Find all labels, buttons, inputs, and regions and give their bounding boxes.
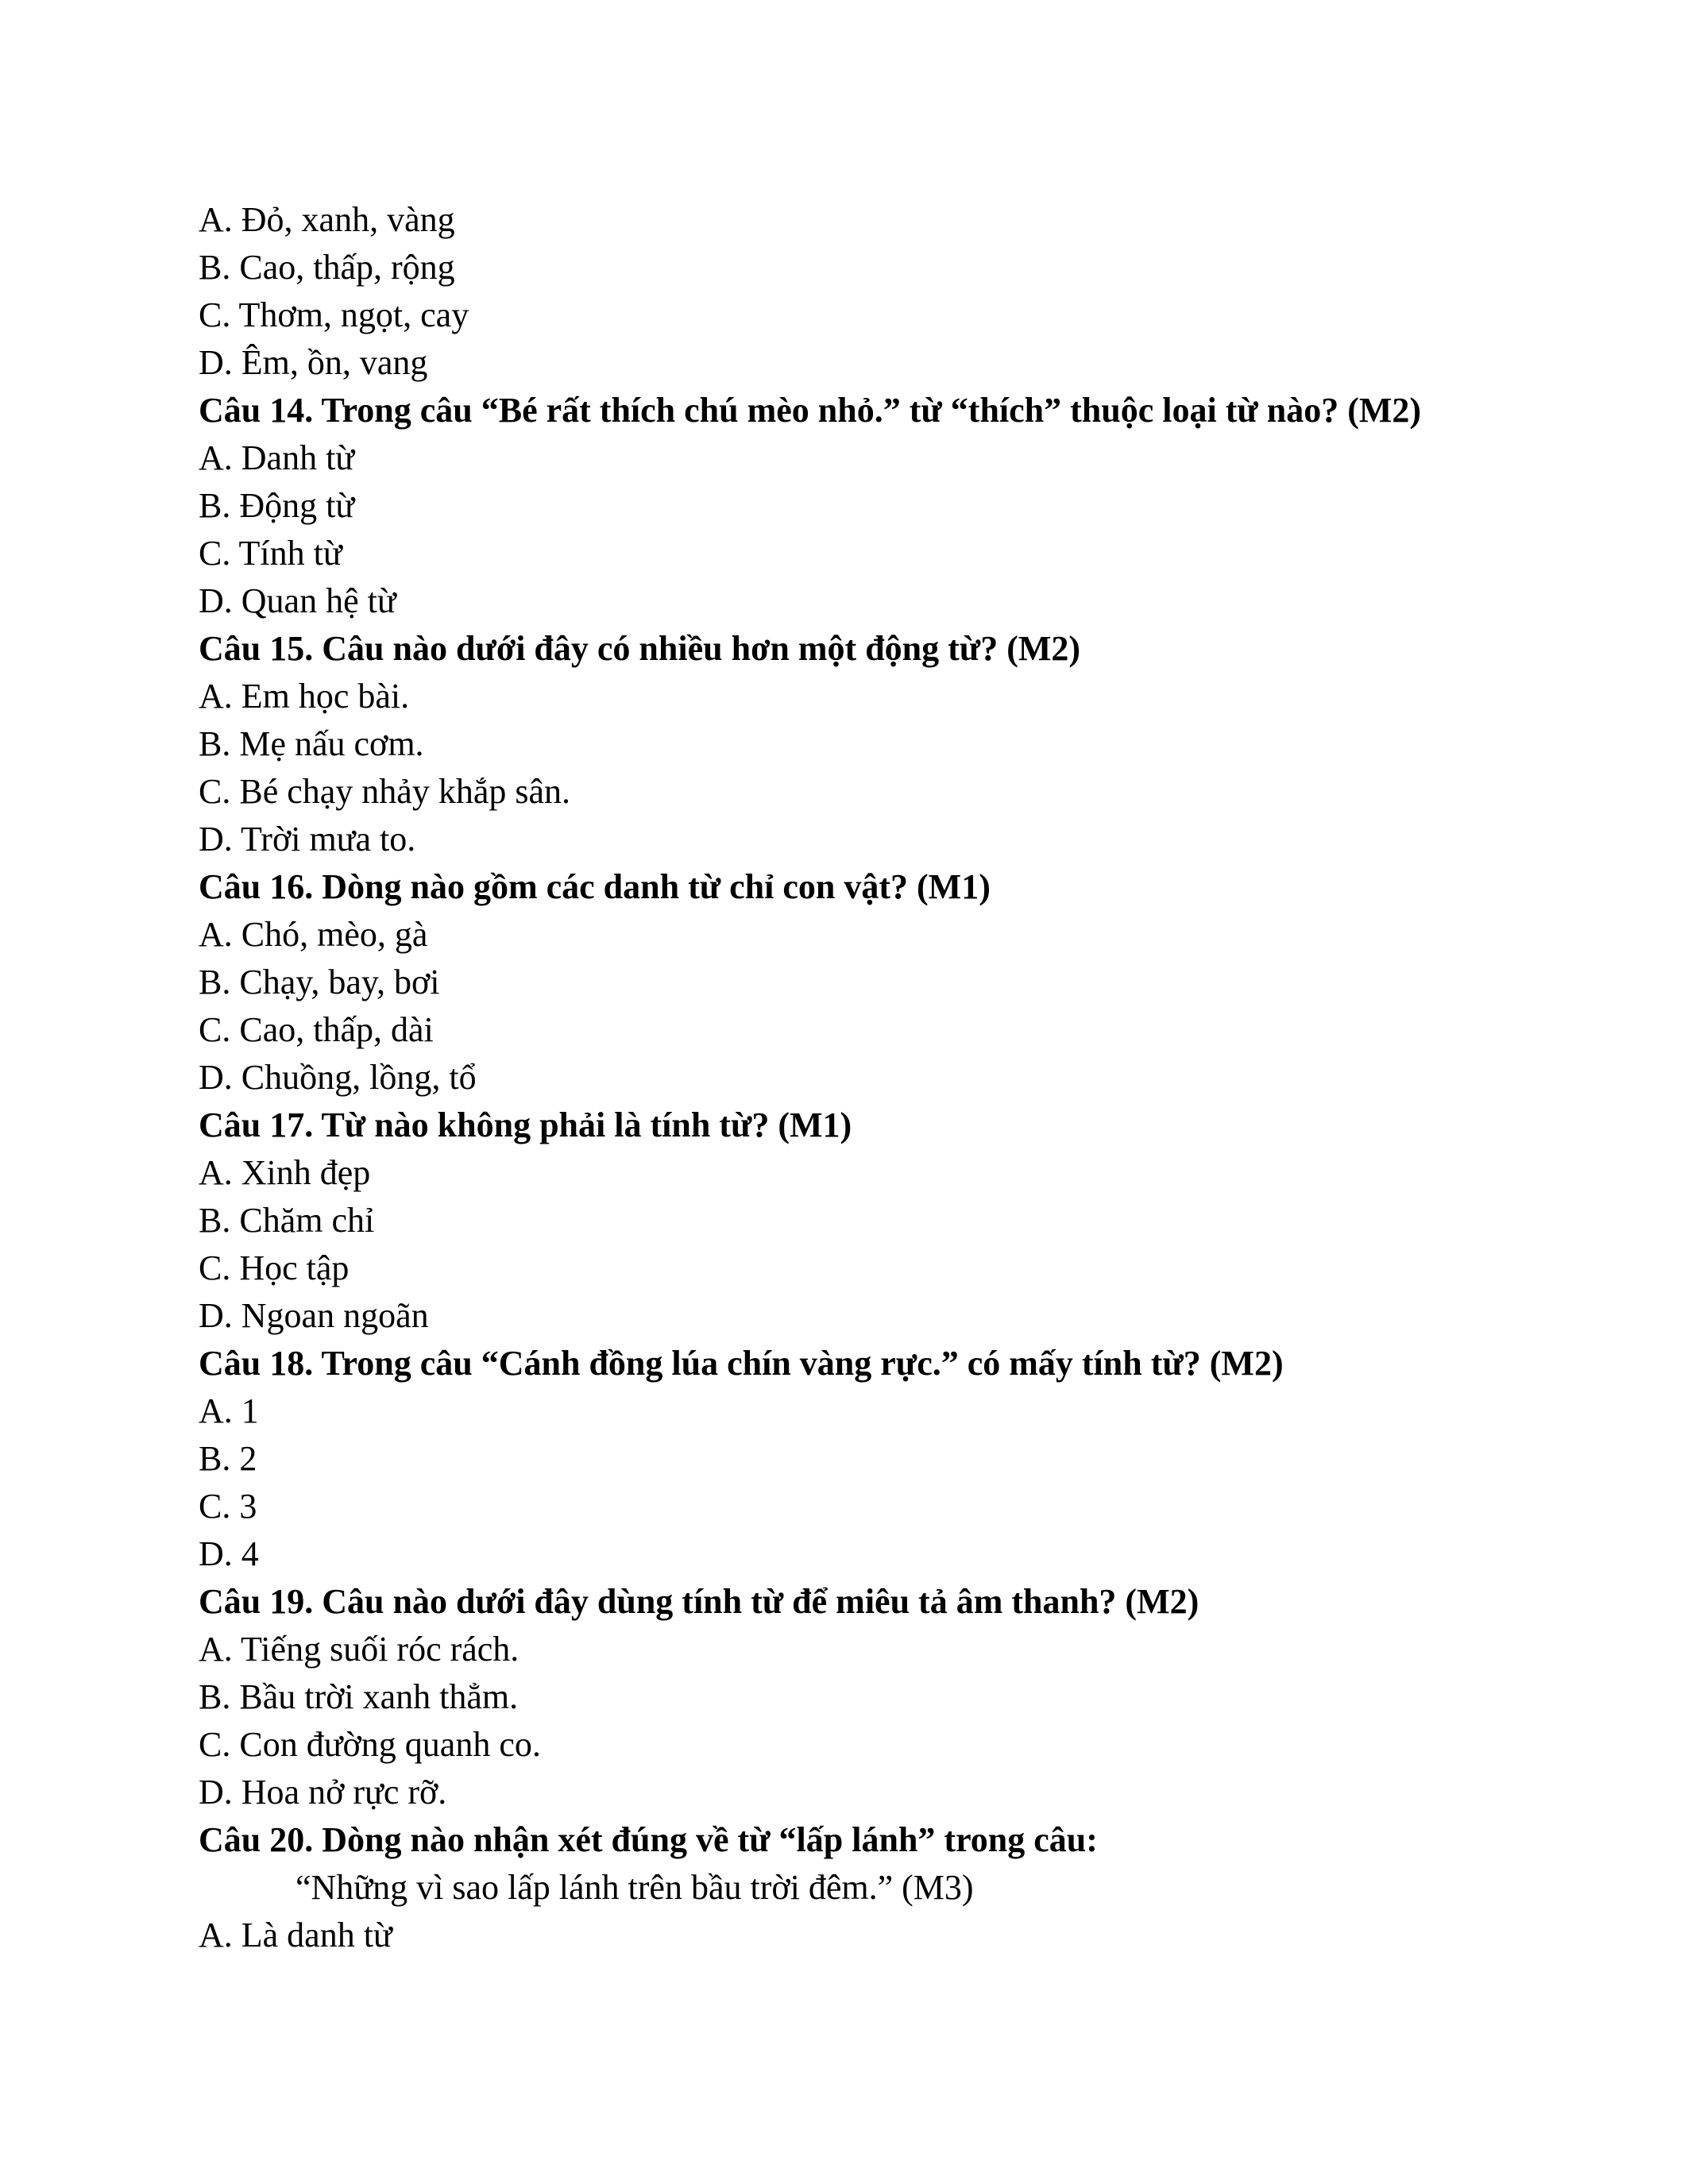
question-heading: Câu 18. Trong câu “Cánh đồng lúa chín vàng rực.” có mấy tính từ? (M2) <box>199 1344 1284 1383</box>
question-heading: Câu 15. Câu nào dưới đây có nhiều hơn một động từ? (M2) <box>199 629 1081 668</box>
question-quote: “Những vì sao lấp lánh trên bầu trời đêm.” (M3) <box>295 1868 974 1907</box>
answer-option: B. Chăm chỉ <box>199 1201 375 1240</box>
answer-option: C. Bé chạy nhảy khắp sân. <box>199 772 570 811</box>
answer-option: A. Xinh đẹp <box>199 1153 371 1192</box>
question-heading: Câu 20. Dòng nào nhận xét đúng về từ “lấp lánh” trong câu: <box>199 1820 1098 1859</box>
answer-option: D. Ngoan ngoãn <box>199 1296 429 1335</box>
answer-option: A. Chó, mèo, gà <box>199 915 428 954</box>
answer-option: C. 3 <box>199 1487 257 1526</box>
answer-option: C. Học tập <box>199 1248 350 1287</box>
answer-option: C. Con đường quanh co. <box>199 1725 541 1764</box>
answer-option: C. Tính từ <box>199 534 342 573</box>
answer-option: A. Là danh từ <box>199 1916 392 1954</box>
answer-option: A. Em học bài. <box>199 677 410 716</box>
question-block-17 <box>199 1102 1640 1340</box>
question-heading: Câu 17. Từ nào không phải là tính từ? (M1) <box>199 1106 852 1144</box>
answer-option: A. 1 <box>199 1391 259 1430</box>
answer-option: D. 4 <box>199 1534 259 1573</box>
answer-option: B. Bầu trời xanh thẳm. <box>199 1677 519 1716</box>
answer-option: B. Động từ <box>199 486 355 525</box>
question-block-14 <box>199 387 1640 625</box>
answer-option: B. 2 <box>199 1439 257 1478</box>
question-block-16 <box>199 863 1640 1102</box>
answer-option: B. Mẹ nấu cơm. <box>199 724 424 763</box>
answer-option: A. Tiếng suối róc rách. <box>199 1630 520 1669</box>
question-block-18 <box>199 1340 1640 1578</box>
document-content <box>199 196 1640 1959</box>
question-heading: Câu 16. Dòng nào gồm các danh từ chỉ con vật? (M1) <box>199 867 991 906</box>
answer-option: B. Chạy, bay, bơi <box>199 963 440 1001</box>
answer-option: C. Cao, thấp, dài <box>199 1010 434 1049</box>
answer-option: B. Cao, thấp, rộng <box>199 248 455 287</box>
question-heading: Câu 14. Trong câu “Bé rất thích chú mèo nhỏ.” từ “thích” thuộc loại từ nào? (M2) <box>199 391 1422 430</box>
answer-option: D. Êm, ồn, vang <box>199 343 428 382</box>
answer-option: D. Hoa nở rực rỡ. <box>199 1773 447 1812</box>
answer-option: C. Thơm, ngọt, cay <box>199 295 469 334</box>
answer-option: D. Trời mưa to. <box>199 820 416 859</box>
question-block-19 <box>199 1578 1640 1816</box>
question-heading: Câu 19. Câu nào dưới đây dùng tính từ để miêu tả âm thanh? (M2) <box>199 1582 1199 1621</box>
answer-option: A. Đỏ, xanh, vàng <box>199 200 455 239</box>
question-block-15 <box>199 625 1640 863</box>
answer-option: A. Danh từ <box>199 438 355 477</box>
answer-option: D. Chuồng, lồng, tổ <box>199 1058 477 1097</box>
answer-option: D. Quan hệ từ <box>199 581 396 620</box>
question-block-20 <box>199 1816 1640 1959</box>
